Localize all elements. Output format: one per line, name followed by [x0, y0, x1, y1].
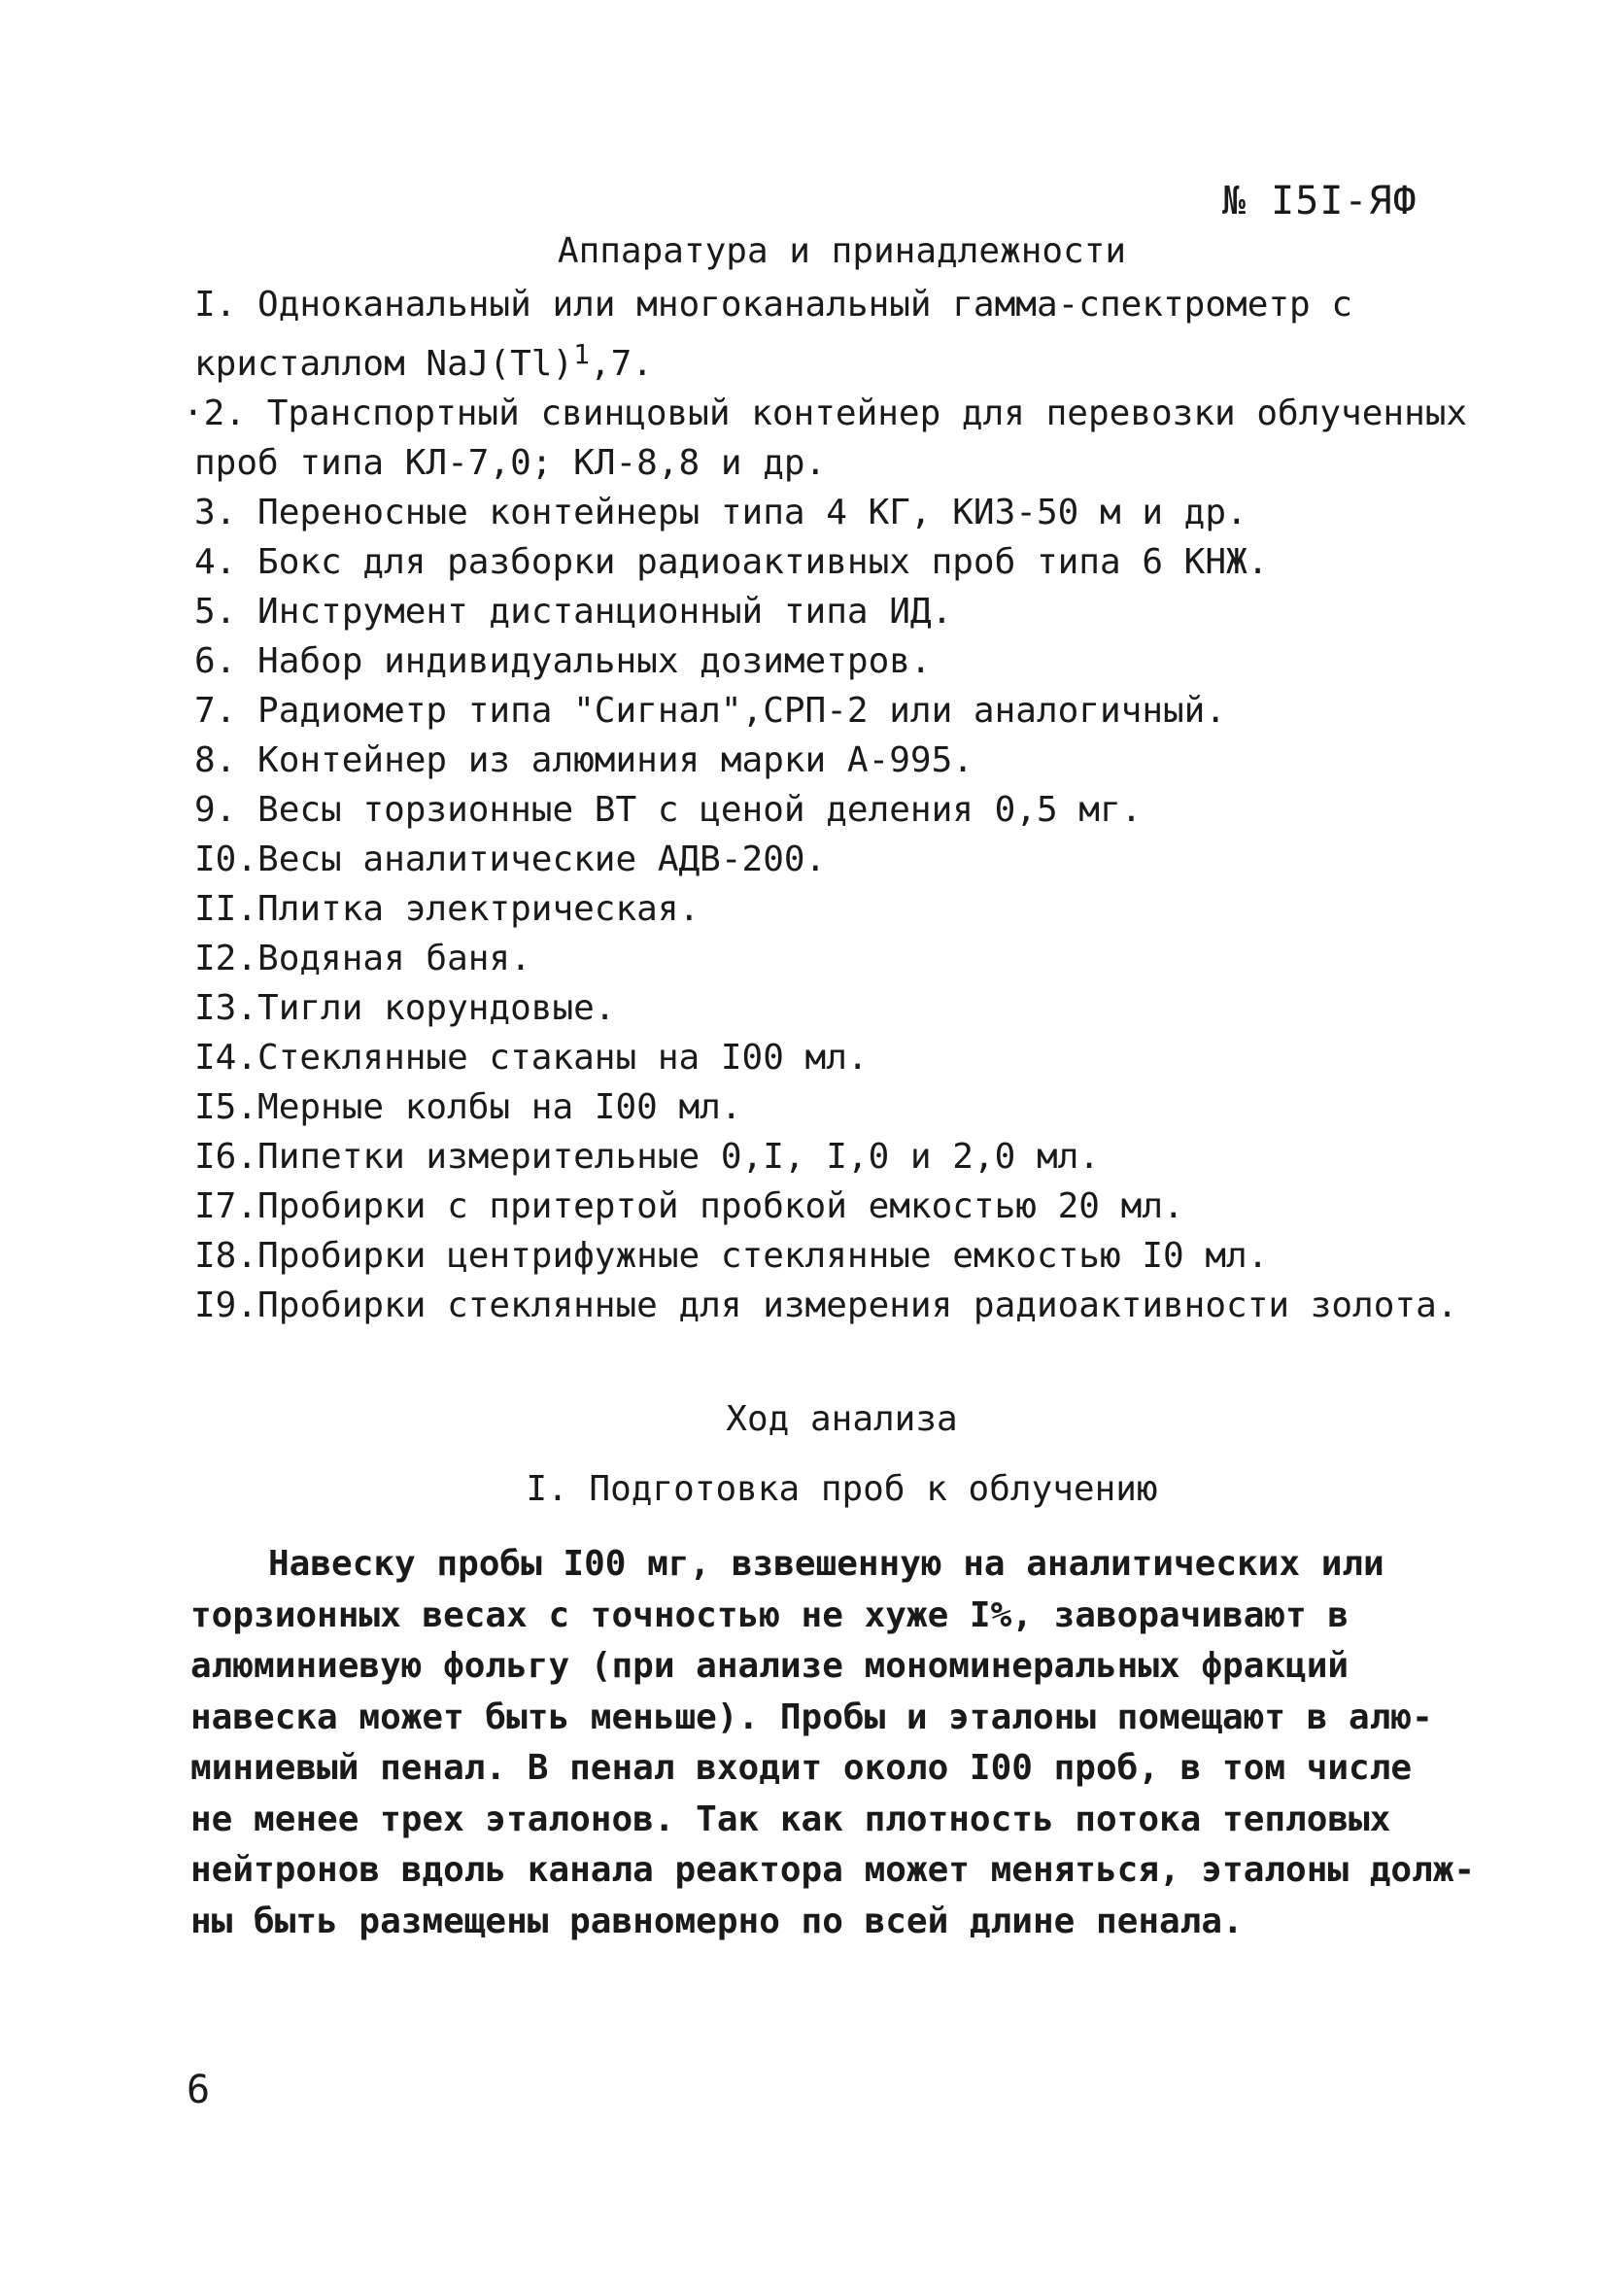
list-item: I4.Стеклянные стаканы на I00 мл.	[194, 1038, 869, 1078]
paragraph-line: навеска может быть меньше). Пробы и эталоны помещают в алю-	[190, 1696, 1433, 1737]
list-item: 5. Инструмент дистанционный типа ИД.	[194, 592, 953, 632]
list-item: I8.Пробирки центрифужные стеклянные емкостью I0 мл.	[194, 1236, 1269, 1276]
list-item: 6. Набор индивидуальных дозиметров.	[194, 641, 932, 681]
list-item: II.Плитка электрическая.	[194, 889, 700, 929]
subsection-title: I. Подготовка проб к облучению	[526, 1469, 1158, 1509]
list-item: I6.Пипетки измерительные 0,I, I,0 и 2,0 мл.	[194, 1137, 1100, 1177]
list-item-text: кристаллом NaJ(Tl)	[194, 344, 574, 384]
list-item: I3.Тигли корундовые.	[194, 988, 616, 1028]
list-item: I. Одноканальный или многоканальный гамма-спектрометр с	[194, 285, 1353, 325]
page-number: 6	[187, 2068, 211, 2112]
list-item: I2.Водяная баня.	[194, 939, 531, 978]
section-title-analysis: Ход анализа	[726, 1399, 958, 1439]
list-item-continuation: проб типа КЛ-7,0; КЛ-8,8 и др.	[194, 443, 827, 483]
paragraph-line: не менее трех эталонов. Так как плотность потока тепловых	[190, 1799, 1391, 1839]
list-item: 4. Бокс для разборки радиоактивных проб типа 6 КНЖ.	[194, 542, 1269, 582]
paragraph-line: Навеску пробы I00 мг, взвешенную на аналитических или	[268, 1544, 1384, 1584]
apparatus-list	[183, 280, 1468, 1330]
list-item: 3. Переносные контейнеры типа 4 КГ, КИЗ-50 м и др.	[194, 493, 1247, 532]
superscript-reference: 1	[573, 338, 590, 370]
list-item: ·2. Транспортный свинцовый контейнер для перевозки облученных	[183, 394, 1468, 433]
list-item: 9. Весы торзионные ВТ с ценой деления 0,5 мг.	[194, 790, 1143, 830]
paragraph-line: миниевый пенал. В пенал входит около I00 проб, в том числе	[190, 1748, 1413, 1788]
paragraph-line: торзионных весах с точностью не хуже I%, заворачивают в	[190, 1594, 1350, 1635]
list-item: I7.Пробирки с притертой пробкой емкостью 20 мл.	[194, 1186, 1184, 1226]
list-item: 7. Радиометр типа "Сигнал",СРП-2 или аналогичный.	[194, 691, 1227, 731]
section-title-apparatus: Аппаратура и принадлежности	[557, 231, 1127, 271]
paragraph-line: алюминиевую фольгу (при анализе мономинеральных фракций	[190, 1646, 1350, 1686]
analysis-paragraph	[190, 1539, 1476, 1947]
list-item: I9.Пробирки стеклянные для измерения радиоактивности золота.	[194, 1285, 1458, 1325]
paragraph-line: ны быть размещены равномерно по всей длине пенала.	[190, 1901, 1244, 1941]
document-number: № I5I-ЯФ	[1222, 179, 1418, 223]
paragraph-line: нейтронов вдоль канала реактора может меняться, эталоны долж-	[190, 1850, 1476, 1890]
list-item: I5.Мерные колбы на I00 мл.	[194, 1087, 742, 1127]
list-item-tail: ,7.	[590, 344, 654, 384]
list-item-continuation	[194, 329, 1457, 389]
list-item: I0.Весы аналитические АДВ-200.	[194, 840, 827, 879]
list-item: 8. Контейнер из алюминия марки А-995.	[194, 740, 974, 780]
